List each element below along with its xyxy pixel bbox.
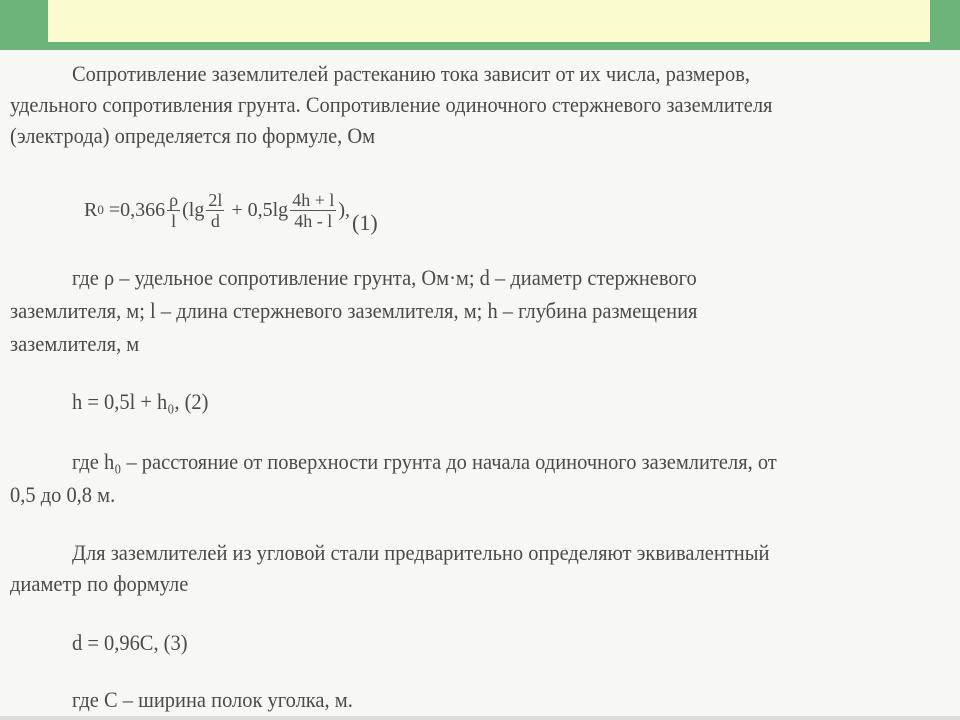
paragraph-2-line-2: заземлителя, м; l – длина стержневого заземлителя, м; h – глубина размещения bbox=[10, 298, 698, 323]
paragraph-1-line-3: (электрода) определяется по формуле, Ом bbox=[10, 123, 376, 148]
formula-1-close: ), bbox=[338, 198, 351, 221]
formula-1-log-open: (lg bbox=[182, 198, 205, 221]
paragraph-5-line-1: где С – ширина полок уголка, м. bbox=[72, 687, 353, 712]
page-bottom-edge bbox=[0, 716, 960, 720]
fraction-numerator: 4h + l bbox=[292, 189, 335, 210]
paragraph-2-line-3: заземлителя, м bbox=[10, 331, 140, 356]
formula-1-fraction-rho-l bbox=[167, 190, 180, 231]
formula-1-second-term: + 0,5lg bbox=[226, 198, 289, 221]
formula-1-coefficient: =0,366 bbox=[103, 198, 166, 221]
formula-1-number: (1) bbox=[352, 210, 378, 235]
paragraph-3-line-2: 0,5 до 0,8 м. bbox=[10, 482, 116, 507]
paragraph-3-line-1: где h₀ – расстояние от поверхности грунта до начала одиночного заземлителя, от bbox=[72, 449, 777, 474]
paragraph-2-line-1: где ρ – удельное сопротивление грунта, Ом·м; d – диаметр стержневого bbox=[72, 265, 697, 290]
paragraph-1-line-1: Сопротивление заземлителей растеканию тока зависит от их числа, размеров, bbox=[72, 61, 751, 86]
paragraph-4-line-2: диаметр по формуле bbox=[10, 571, 189, 596]
formula-2: h = 0,5l + h₀, (2) bbox=[72, 389, 209, 414]
formula-1-lhs: R bbox=[84, 198, 98, 221]
fraction-numerator: ρ bbox=[169, 189, 179, 210]
paragraph-1-line-2: удельного сопротивления грунта. Сопротивление одиночного стержневого заземлителя bbox=[10, 92, 773, 117]
fraction-denominator: 4h - l bbox=[294, 210, 333, 231]
formula-1-lhs-subscript: 0 bbox=[97, 202, 104, 217]
formula-1 bbox=[84, 180, 378, 240]
paragraph-4-line-1: Для заземлителей из угловой стали предварительно определяют эквивалентный bbox=[72, 540, 770, 565]
title-box bbox=[48, 0, 930, 42]
fraction-denominator: l bbox=[171, 210, 177, 231]
fraction-denominator: d bbox=[210, 210, 220, 231]
formula-3: d = 0,96С, (3) bbox=[72, 630, 188, 655]
formula-1-fraction-2l-d bbox=[206, 190, 224, 231]
formula-1-fraction-4h bbox=[290, 190, 336, 231]
fraction-numerator: 2l bbox=[208, 189, 223, 210]
